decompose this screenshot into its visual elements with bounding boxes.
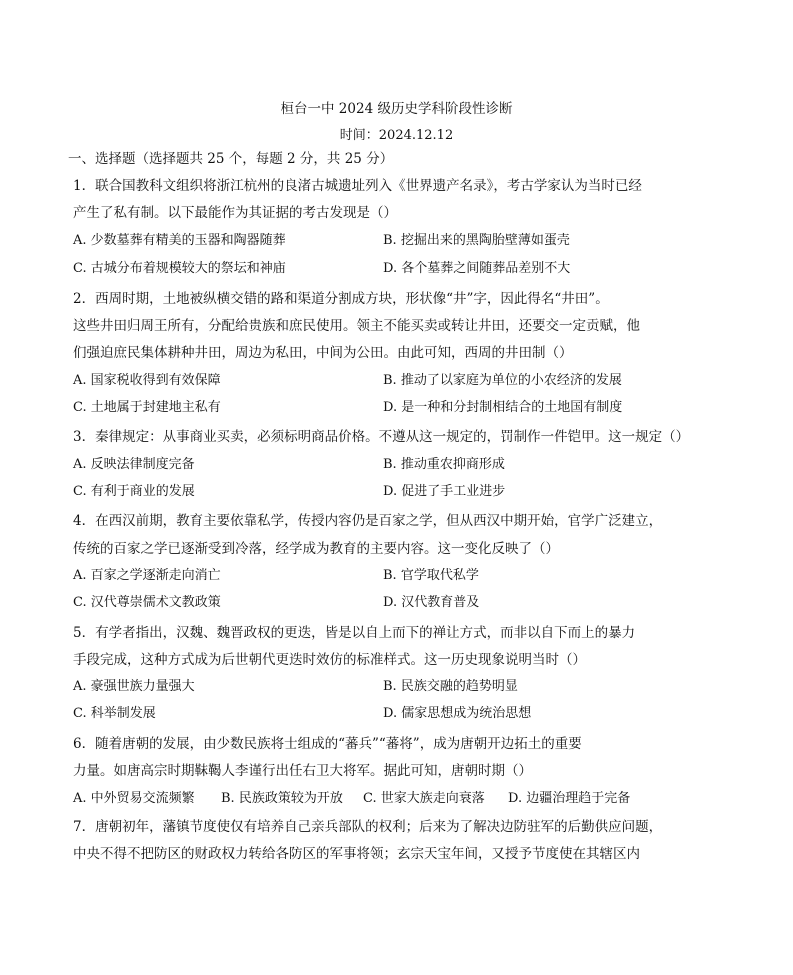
question-3-line-1: 3．秦律规定：从事商业买卖，必须标明商品价格。不遵从这一规定的，罚制作一件铠甲。这一规定（）	[73, 429, 690, 445]
question-1-option-a: A. 少数墓葬有精美的玉器和陶器随葬	[73, 233, 286, 248]
question-2-option-a: A. 国家税收得到有效保障	[73, 373, 221, 388]
question-1-line-2: 产生了私有制。以下最能作为其证据的考古发现是（）	[73, 205, 397, 221]
question-6-line-2: 力量。如唐高宗时期靺鞨人李谨行出任右卫大将军。据此可知，唐朝时期（）	[73, 763, 532, 779]
question-2-option-d: D. 是一种和分封制相结合的土地国有制度	[383, 400, 623, 415]
question-3-option-c: C. 有利于商业的发展	[73, 484, 195, 499]
question-5-option-c: C. 科举制发展	[73, 706, 156, 721]
page-title: 桓台一中 2024 级历史学科阶段性诊断	[280, 101, 513, 117]
question-4-line-1: 4．在西汉前期，教育主要依靠私学，传授内容仍是百家之学，但从西汉中期开始，官学广泛建立，	[73, 513, 663, 529]
question-3-option-a: A. 反映法律制度完备	[73, 457, 195, 472]
question-1-line-1: 1．联合国教科文组织将浙江杭州的良渚古城遗址列入《世界遗产名录》，考古学家认为当时已经	[73, 178, 642, 194]
question-2-line-3: 们强迫庶民集体耕种井田，周边为私田，中间为公田。由此可知，西周的井田制（）	[73, 345, 573, 361]
question-2-line-2: 这些井田归周王所有，分配给贵族和庶民使用。领主不能买卖或转让井田，还要交一定贡赋，他	[73, 318, 640, 334]
question-6-option-c: C. 世家大族走向衰落	[363, 791, 485, 806]
question-4-option-a: A. 百家之学逐渐走向消亡	[73, 568, 221, 583]
question-4-option-c: C. 汉代尊崇儒术文教政策	[73, 595, 221, 610]
question-2-option-b: B. 推动了以家庭为单位的小农经济的发展	[383, 373, 622, 388]
question-7-line-1: 7．唐朝初年，藩镇节度使仅有培养自己亲兵部队的权利；后来为了解决边防驻军的后勤供应问题，	[73, 819, 663, 835]
exam-date: 时间：2024.12.12	[339, 128, 454, 143]
question-6-line-1: 6．随着唐朝的发展，由少数民族将士组成的“蕃兵”“蕃将”，成为唐朝开边拓土的重要	[73, 736, 582, 752]
question-4-option-b: B. 官学取代私学	[383, 568, 479, 583]
question-1-option-c: C. 古城分布着规模较大的祭坛和神庙	[73, 261, 286, 276]
question-5-option-d: D. 儒家思想成为统治思想	[383, 706, 532, 721]
question-5-option-b: B. 民族交融的趋势明显	[383, 679, 518, 694]
question-3-option-d: D. 促进了手工业进步	[383, 484, 506, 499]
question-3-option-b: B. 推动重农抑商形成	[383, 457, 505, 472]
question-7-line-2: 中央不得不把防区的财政权力转给各防区的军事将领；玄宗天宝年间，又授予节度使在其辖区内	[73, 846, 640, 862]
question-5-line-2: 手段完成，这种方式成为后世朝代更迭时效仿的标准样式。这一历史现象说明当时（）	[73, 652, 586, 668]
question-1-option-d: D. 各个墓葬之间随葬品差别不大	[383, 261, 571, 276]
question-6-option-a: A. 中外贸易交流频繁	[73, 791, 195, 806]
question-5-line-1: 5．有学者指出，汉魏、魏晋政权的更迭，皆是以自上而下的禅让方式，而非以自下而上的暴力	[73, 625, 636, 641]
question-1-option-b: B. 挖掘出来的黑陶胎壁薄如蛋壳	[383, 233, 570, 248]
question-4-line-2: 传统的百家之学已逐渐受到冷落，经学成为教育的主要内容。这一变化反映了（）	[73, 541, 559, 557]
question-4-option-d: D. 汉代教育普及	[383, 595, 480, 610]
question-6-option-b: B. 民族政策较为开放	[221, 791, 343, 806]
section-heading: 一、选择题（选择题共 25 个，每题 2 分，共 25 分）	[68, 151, 394, 167]
question-5-option-a: A. 豪强世族力量强大	[73, 679, 195, 694]
question-6-option-d: D. 边疆治理趋于完备	[508, 791, 631, 806]
question-2-line-1: 2．西周时期，土地被纵横交错的路和渠道分割成方块，形状像“井”字，因此得名“井田”。	[73, 291, 609, 307]
question-2-option-c: C. 土地属于封建地主私有	[73, 400, 221, 415]
